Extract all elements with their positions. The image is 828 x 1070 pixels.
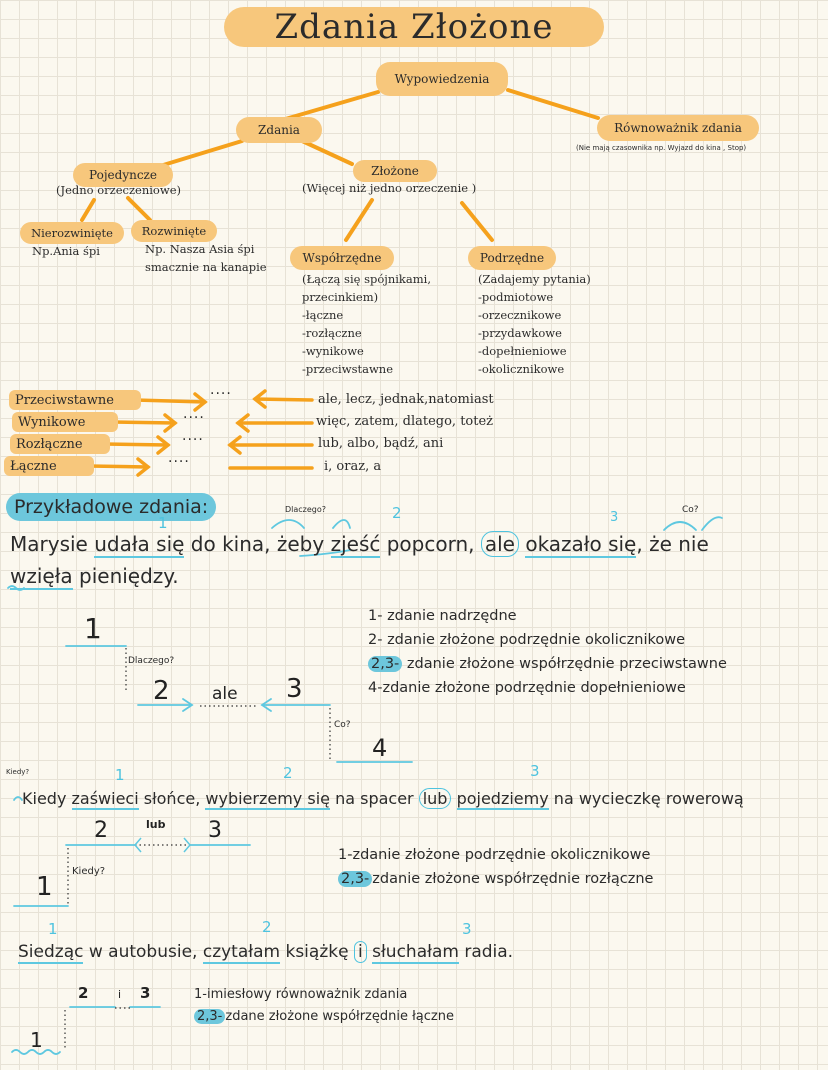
diagram-conjunction: i [118, 988, 122, 1001]
conjunction-circled: lub [419, 788, 452, 809]
conj-words-laczne: i, oraz, a [324, 459, 382, 474]
node-pojedyncze: Pojedyncze [73, 163, 173, 187]
predicate: czytałam [202, 942, 281, 962]
rozwiniete-note-1: Np. Nasza Asia śpi [145, 242, 255, 256]
predicate: pojedziemy [456, 789, 549, 808]
legend-text: zdanie złożone współrzędnie przeciwstawne [402, 656, 727, 672]
legend-number-highlight: 2,3- [338, 871, 372, 887]
predicate: zjeść [330, 532, 381, 556]
clause-number: 3 [610, 510, 619, 525]
sentence-word: w autobusie, [88, 942, 198, 962]
list-item: -orzecznikowe [478, 308, 562, 322]
sentence-word: słońce, [143, 789, 201, 808]
legend-number-highlight: 2,3- [194, 1009, 225, 1024]
sentence-word: Marysie [10, 532, 88, 556]
predicate: udała się [94, 532, 185, 556]
legend-item: 1- zdanie nadrzędne [368, 608, 517, 624]
predicate: słuchałam [372, 942, 459, 962]
conj-label-rozlaczne: Rozłączne [10, 434, 110, 454]
list-item: -podmiotowe [478, 290, 554, 304]
sentence-word: żeby [276, 532, 325, 556]
question-label: Kiedy? [72, 866, 106, 877]
example2-legend [338, 843, 653, 891]
diagram-number: 1 [36, 872, 53, 902]
sentence-word: na spacer [335, 789, 414, 808]
predicate: wzięła [10, 564, 73, 588]
predicate: wybierzemy się [205, 789, 330, 808]
clause-number: 1 [115, 766, 125, 784]
list-item: -rozłączne [302, 326, 362, 340]
wspolrzedne-list [302, 270, 431, 378]
list-item: -łączne [302, 308, 344, 322]
pojedyncze-note: (Jedno orzeczeniowe) [56, 183, 181, 197]
sentence-word: książkę [285, 942, 349, 962]
dots: ···· [183, 410, 205, 426]
sentence-word: Kiedy [22, 789, 67, 808]
dots: ···· [168, 454, 190, 470]
list-item: (Łączą się spójnikami, [302, 272, 431, 286]
diagram-number: 3 [286, 674, 303, 704]
predicate: okazało się [525, 532, 637, 556]
diagram-number: 1 [30, 1028, 43, 1052]
node-zlozone: Złożone [353, 160, 437, 182]
clause-number: 3 [530, 762, 540, 780]
sentence-word: , że nie [636, 532, 709, 556]
legend-text: zdanie złożone współrzędnie rozłączne [372, 871, 654, 887]
example1-line1 [10, 532, 709, 556]
legend-text: zdane złożone współrzędnie łączne [225, 1009, 454, 1024]
clause-number: 1 [48, 920, 58, 938]
page-title: Zdania Złożone [224, 7, 604, 47]
list-item: -okolicznikowe [478, 362, 565, 376]
diagram-number: 3 [208, 818, 222, 843]
clause-number: 2 [283, 764, 293, 782]
question-label: Co? [682, 505, 699, 515]
diagram-conjunction: ale [212, 684, 238, 704]
rownowaznik-note: (Nie mają czasownika np. Wyjazd do kina , Stop) [576, 144, 747, 152]
conj-words-przeciwstawne: ale, lecz, jednak,natomiast [318, 392, 494, 407]
conj-label-przeciwstawne: Przeciwstawne [9, 390, 141, 410]
example1-line2 [10, 564, 179, 588]
legend-item [194, 1006, 454, 1028]
clause-number: 3 [462, 920, 472, 938]
diagram-number: 1 [84, 612, 102, 645]
example2-sentence [22, 789, 744, 808]
sentence-word: do kina, [190, 532, 271, 556]
podrzedne-list [478, 270, 591, 378]
conj-words-rozlaczne: lub, albo, bądź, ani [318, 436, 444, 451]
rozwiniete-note-2: smacznie na kanapie [145, 260, 267, 274]
legend-item: 1-imiesłowy równoważnik zdania [194, 987, 408, 1002]
list-item: przecinkiem) [302, 290, 379, 304]
node-wspolrzedne: Współrzędne [290, 246, 394, 270]
diagram-number: 3 [140, 984, 151, 1002]
legend-item: 2- zdanie złożone podrzędnie okolicznikowe [368, 632, 686, 648]
node-zdania: Zdania [236, 117, 322, 143]
list-item: -wynikowe [302, 344, 364, 358]
legend-item [368, 652, 727, 676]
example3-sentence [18, 942, 513, 962]
examples-heading: Przykładowe zdania: [6, 493, 216, 521]
list-item: -przydawkowe [478, 326, 562, 340]
node-wypowiedzenia: Wypowiedzenia [376, 62, 508, 96]
clause-number: 2 [262, 918, 272, 936]
sentence-word: na wycieczkę rowerową [553, 789, 744, 808]
node-podrzedne: Podrzędne [468, 246, 556, 270]
question-label: Dlaczego? [285, 505, 327, 514]
question-label: Co? [334, 720, 351, 730]
nierozwiniete-note: Np.Ania śpi [32, 244, 100, 258]
legend-item [338, 867, 653, 891]
example3-legend [194, 984, 454, 1028]
node-rozwiniete: Rozwinięte [131, 220, 217, 242]
sentence-word: popcorn, [386, 532, 475, 556]
question-label: Kiedy? [6, 768, 30, 776]
legend-item: 4-zdanie złożone podrzędnie dopełnieniowe [368, 680, 686, 696]
dots: ···· [210, 386, 232, 402]
list-item: -przeciwstawne [302, 362, 394, 376]
zlozone-note: (Więcej niż jedno orzeczenie ) [302, 181, 477, 195]
diagram-number: 2 [78, 984, 89, 1002]
participle: Siedząc [18, 942, 84, 962]
list-item: -dopełnieniowe [478, 344, 567, 358]
conj-words-wynikowe: więc, zatem, dlatego, toteż [316, 414, 494, 429]
diagram-number: 2 [153, 676, 170, 706]
node-rownowaznik: Równoważnik zdania [597, 115, 759, 141]
example1-legend [368, 604, 727, 700]
predicate: zaświeci [71, 789, 139, 808]
question-label: Dlaczego? [128, 656, 175, 666]
diagram-conjunction: lub [146, 818, 166, 831]
conj-label-laczne: Łączne [4, 456, 94, 476]
list-item: (Zadajemy pytania) [478, 272, 591, 286]
conj-label-wynikowe: Wynikowe [12, 412, 118, 432]
legend-item: 1-zdanie złożone podrzędnie okolicznikowe [338, 847, 651, 863]
dots: ···· [182, 432, 204, 448]
diagram-number: 2 [94, 818, 108, 843]
clause-number: 2 [392, 504, 402, 522]
legend-number-highlight: 2,3- [368, 656, 402, 672]
conjunction-circled: i [354, 941, 367, 963]
node-nierozwiniete: Nierozwinięte [20, 222, 124, 244]
diagram-number: 4 [372, 734, 388, 762]
sentence-word: pieniędzy. [79, 564, 179, 588]
conjunction-circled: ale [481, 531, 519, 557]
clause-number: 1 [158, 514, 168, 532]
sentence-word: radia. [464, 942, 514, 962]
